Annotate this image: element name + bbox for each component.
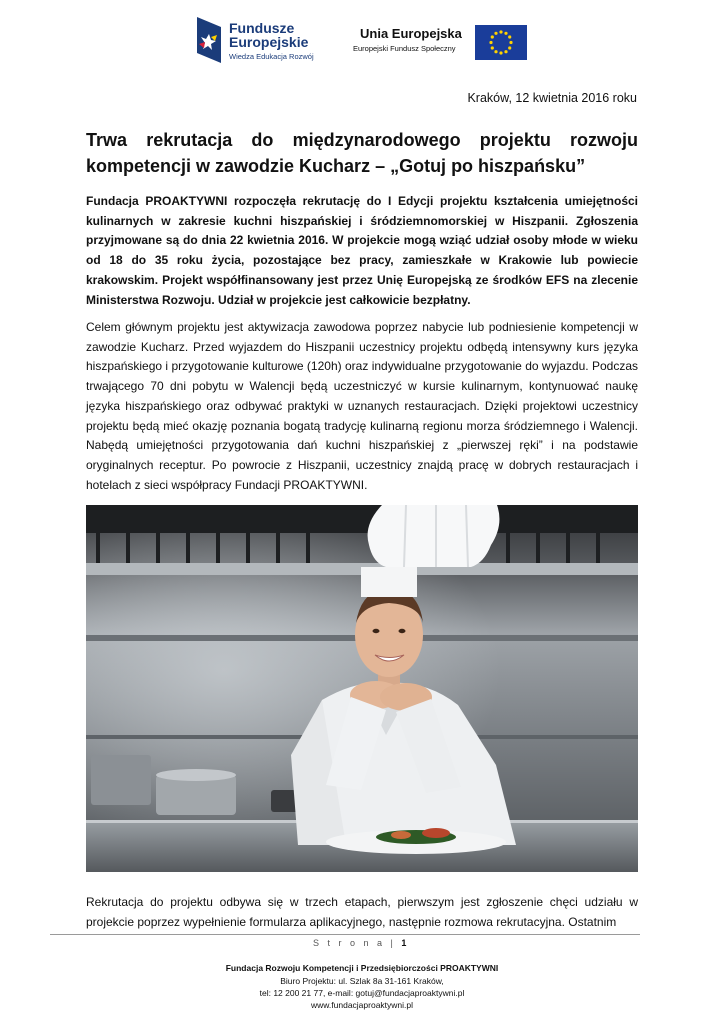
ue-subtitle: Europejski Fundusz Społeczny: [353, 44, 456, 53]
recruitment-paragraph: Rekrutacja do projektu odbywa się w trzech etapach, pierwszym jest zgłoszenie chęci udziału w projekcie poprzez wypełnienie formularza aplikacyjnego, następnie rozmowa rekrutacyjna. Ostatnim: [86, 895, 638, 929]
footer-address: Biuro Projektu: ul. Szlak 8a 31-161 Kraków,: [280, 976, 444, 986]
page-label: S t r o n a: [313, 938, 386, 948]
ue-title: Unia Europejska: [360, 26, 462, 41]
eu-flag-icon: [475, 25, 527, 60]
document-date: Kraków, 12 kwietnia 2016 roku: [467, 91, 637, 105]
fe-line-1: Fundusze: [229, 20, 295, 36]
footer-organization: Fundacja Rozwoju Kompetencji i Przedsiębiorczości PROAKTYWNI: [225, 963, 499, 973]
page-separator: |: [385, 938, 402, 948]
page-number-label: [313, 938, 406, 948]
fe-line-2: Europejskie: [229, 34, 309, 50]
footer-divider: [50, 934, 640, 935]
footer-website[interactable]: www.fundacjaproaktywni.pl: [310, 1000, 414, 1010]
fundusze-europejskie-logo: [197, 17, 337, 67]
page-number: 1: [401, 938, 407, 948]
footer-contact: tel: 12 200 21 77, e-mail: gotuj@fundacjaproaktywni.pl: [259, 988, 465, 998]
body-paragraph: Celem głównym projektu jest aktywizacja zawodowa poprzez nabycie lub podniesienie kompetencji w zawodzie Kucharz. Przed wyjazdem do Hiszpanii uczestnicy projektu odbędą intensywny kurs języka hiszpańskiego i przygotowanie kulturowe (120h) oraz indywidualne przygotowanie do wyjazdu. Podczas trwającego 70 dni pobytu w Walencji będą uczestniczyć w kursie kulinarnym, kontynuować naukę języka hiszpańskiego oraz odbywać praktyki w uznanych restauracjach. Dzięki projektowi uczestnicy projektu będą mieć okazję poznania bogatą tradycję kulinarną regionu morza śródziemnego i Walencji. Nabędą umiejętności przygotowania dań kuchni hiszpańskiej z „pierwszej ręki” i na podstawie oryginalnych receptur. Po powrocie z Hiszpanii, uczestnicy znajdą pracę w dobrych restauracjach i hotelach z sieci współpracy Fundacji PROAKTYWNI.: [86, 320, 638, 492]
document-title: Trwa rekrutacja do międzynarodowego projektu rozwoju kompetencji w zawodzie Kucharz – „Gotuj po hiszpańsku”: [86, 130, 638, 176]
unia-europejska-logo: [350, 20, 528, 64]
fe-subtitle: Wiedza Edukacja Rozwój: [229, 52, 314, 61]
lead-paragraph: Fundacja PROAKTYWNI rozpoczęła rekrutację do I Edycji projektu kształcenia umiejętności kulinarnych w zakresie kuchni hiszpańskiej i śródziemnomorskiej w Hiszpanii. Zgłoszenia przyjmowane są do dnia 22 kwietnia 2016. W projekcie mogą wziąć udział osoby młode w wieku od 18 do 35 roku życia, pozostające bez pracy, zamieszkałe w Krakowie lub powiecie krakowskim. Projekt współfinansowany jest przez Unię Europejską ze środków EFS na zlecenie Ministerstwa Rozwoju. Udział w projekcie jest całkowicie bezpłatny.: [86, 194, 638, 307]
chef-illustration-icon: [86, 505, 638, 872]
fe-star-mark-icon: [197, 17, 221, 63]
chef-photo: [86, 505, 638, 872]
